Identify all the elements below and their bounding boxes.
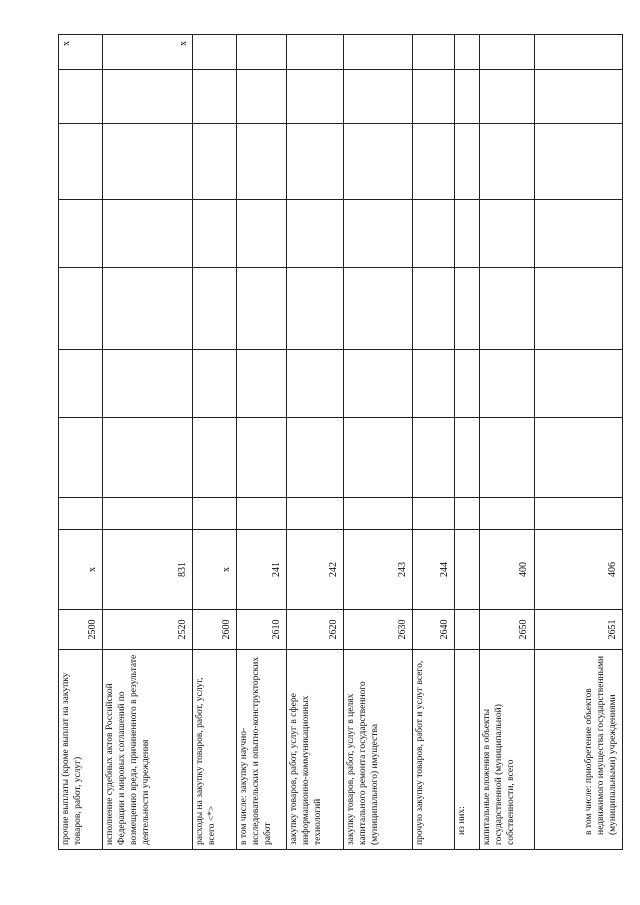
- cell-empty: [413, 350, 455, 418]
- cell-empty: [534, 498, 622, 530]
- cell-empty: [193, 268, 237, 350]
- row-last: [455, 35, 480, 70]
- row-kbk: 244: [413, 530, 455, 610]
- cell-empty: [59, 268, 103, 350]
- row-name: расходы на закупку товаров, работ, услуг, всего <*>: [193, 650, 237, 850]
- cell-empty: [455, 498, 480, 530]
- cell-empty: [344, 418, 413, 498]
- row-kbk: 406: [534, 530, 622, 610]
- row-code: 2610: [237, 610, 287, 650]
- cell-empty: [534, 268, 622, 350]
- cell-empty: [413, 268, 455, 350]
- cell-empty: [344, 124, 413, 200]
- row-name: исполнение судебных актов Российской Федерации и мировых соглашений по возмещению вреда, причиненного в результате деятельности учреждения: [103, 650, 193, 850]
- row-last: [534, 35, 622, 70]
- table-row: [237, 35, 287, 850]
- row-last: [193, 35, 237, 70]
- cell-empty: [59, 418, 103, 498]
- row-last: [237, 35, 287, 70]
- table-row: [193, 35, 237, 850]
- cell-empty: [103, 124, 193, 200]
- cell-empty: [237, 418, 287, 498]
- row-kbk: [455, 530, 480, 610]
- cell-empty: [480, 70, 535, 124]
- cell-empty: [534, 418, 622, 498]
- cell-empty: [103, 350, 193, 418]
- cell-empty: [455, 70, 480, 124]
- table-row: [413, 35, 455, 850]
- cell-empty: [413, 498, 455, 530]
- row-code: 2500: [59, 610, 103, 650]
- cell-empty: [237, 70, 287, 124]
- cell-empty: [237, 200, 287, 268]
- cell-empty: [480, 124, 535, 200]
- row-name: в том числе: приобретение объектов недвижимого имущества государственными (муниципальными) учреждениями: [534, 650, 622, 850]
- cell-empty: [237, 268, 287, 350]
- cell-empty: [413, 70, 455, 124]
- cell-empty: [59, 70, 103, 124]
- row-last: [413, 35, 455, 70]
- row-name: закупку товаров, работ, услуг в сфере информационно-коммуникационных технологий: [287, 650, 344, 850]
- cell-empty: [455, 124, 480, 200]
- cell-empty: [534, 124, 622, 200]
- row-kbk: 241: [237, 530, 287, 610]
- cell-empty: [455, 350, 480, 418]
- row-last: х: [59, 35, 103, 70]
- table-row: [59, 35, 103, 850]
- cell-empty: [413, 200, 455, 268]
- row-name: капитальные вложения в объекты государственной (муниципальной) собственности, всего: [480, 650, 535, 850]
- cell-empty: [237, 498, 287, 530]
- cell-empty: [59, 124, 103, 200]
- cell-empty: [534, 70, 622, 124]
- cell-empty: [193, 350, 237, 418]
- row-code: 2630: [344, 610, 413, 650]
- cell-empty: [103, 200, 193, 268]
- row-name: прочую закупку товаров, работ и услуг всего,: [413, 650, 455, 850]
- row-last: [287, 35, 344, 70]
- table-row: [455, 35, 480, 850]
- row-last: х: [103, 35, 193, 70]
- cell-empty: [480, 200, 535, 268]
- cell-empty: [59, 350, 103, 418]
- rotated-table-wrapper: [58, 35, 623, 850]
- cell-empty: [193, 498, 237, 530]
- row-last: [480, 35, 535, 70]
- cell-empty: [287, 498, 344, 530]
- cell-empty: [344, 200, 413, 268]
- cell-empty: [287, 70, 344, 124]
- row-name: в том числе: закупку научно-исследовательских и опытно-конструкторских работ: [237, 650, 287, 850]
- table-row: [287, 35, 344, 850]
- cell-empty: [480, 350, 535, 418]
- row-code: 2600: [193, 610, 237, 650]
- cell-empty: [344, 498, 413, 530]
- cell-empty: [193, 200, 237, 268]
- row-kbk: 242: [287, 530, 344, 610]
- expenses-table: [58, 34, 623, 850]
- cell-empty: [455, 268, 480, 350]
- row-code: 2650: [480, 610, 535, 650]
- cell-empty: [455, 200, 480, 268]
- row-last: [344, 35, 413, 70]
- cell-empty: [344, 268, 413, 350]
- row-kbk: х: [59, 530, 103, 610]
- table-row: [103, 35, 193, 850]
- cell-empty: [344, 350, 413, 418]
- table-row: [534, 35, 622, 850]
- row-kbk: 400: [480, 530, 535, 610]
- cell-empty: [103, 498, 193, 530]
- cell-empty: [287, 350, 344, 418]
- row-kbk: 831: [103, 530, 193, 610]
- row-code: 2640: [413, 610, 455, 650]
- row-kbk: х: [193, 530, 237, 610]
- cell-empty: [455, 418, 480, 498]
- cell-empty: [413, 418, 455, 498]
- cell-empty: [287, 418, 344, 498]
- cell-empty: [237, 350, 287, 418]
- cell-empty: [103, 418, 193, 498]
- row-name: прочие выплаты (кроме выплат на закупку товаров, работ, услуг): [59, 650, 103, 850]
- row-code: 2620: [287, 610, 344, 650]
- cell-empty: [287, 268, 344, 350]
- cell-empty: [480, 268, 535, 350]
- cell-empty: [534, 350, 622, 418]
- table-row: [480, 35, 535, 850]
- row-code: 2520: [103, 610, 193, 650]
- cell-empty: [237, 124, 287, 200]
- cell-empty: [59, 498, 103, 530]
- cell-empty: [103, 268, 193, 350]
- cell-empty: [534, 200, 622, 268]
- cell-empty: [480, 418, 535, 498]
- cell-empty: [287, 124, 344, 200]
- row-name: закупку товаров, работ, услуг в целях капитального ремонта государственного (муниципального) имущества: [344, 650, 413, 850]
- cell-empty: [193, 70, 237, 124]
- cell-empty: [103, 70, 193, 124]
- cell-empty: [59, 200, 103, 268]
- table-row: [344, 35, 413, 850]
- row-name: из них:: [455, 650, 480, 850]
- row-code: [455, 610, 480, 650]
- cell-empty: [193, 418, 237, 498]
- row-kbk: 243: [344, 530, 413, 610]
- row-code: 2651: [534, 610, 622, 650]
- cell-empty: [193, 124, 237, 200]
- cell-empty: [480, 498, 535, 530]
- cell-empty: [413, 124, 455, 200]
- cell-empty: [344, 70, 413, 124]
- cell-empty: [287, 200, 344, 268]
